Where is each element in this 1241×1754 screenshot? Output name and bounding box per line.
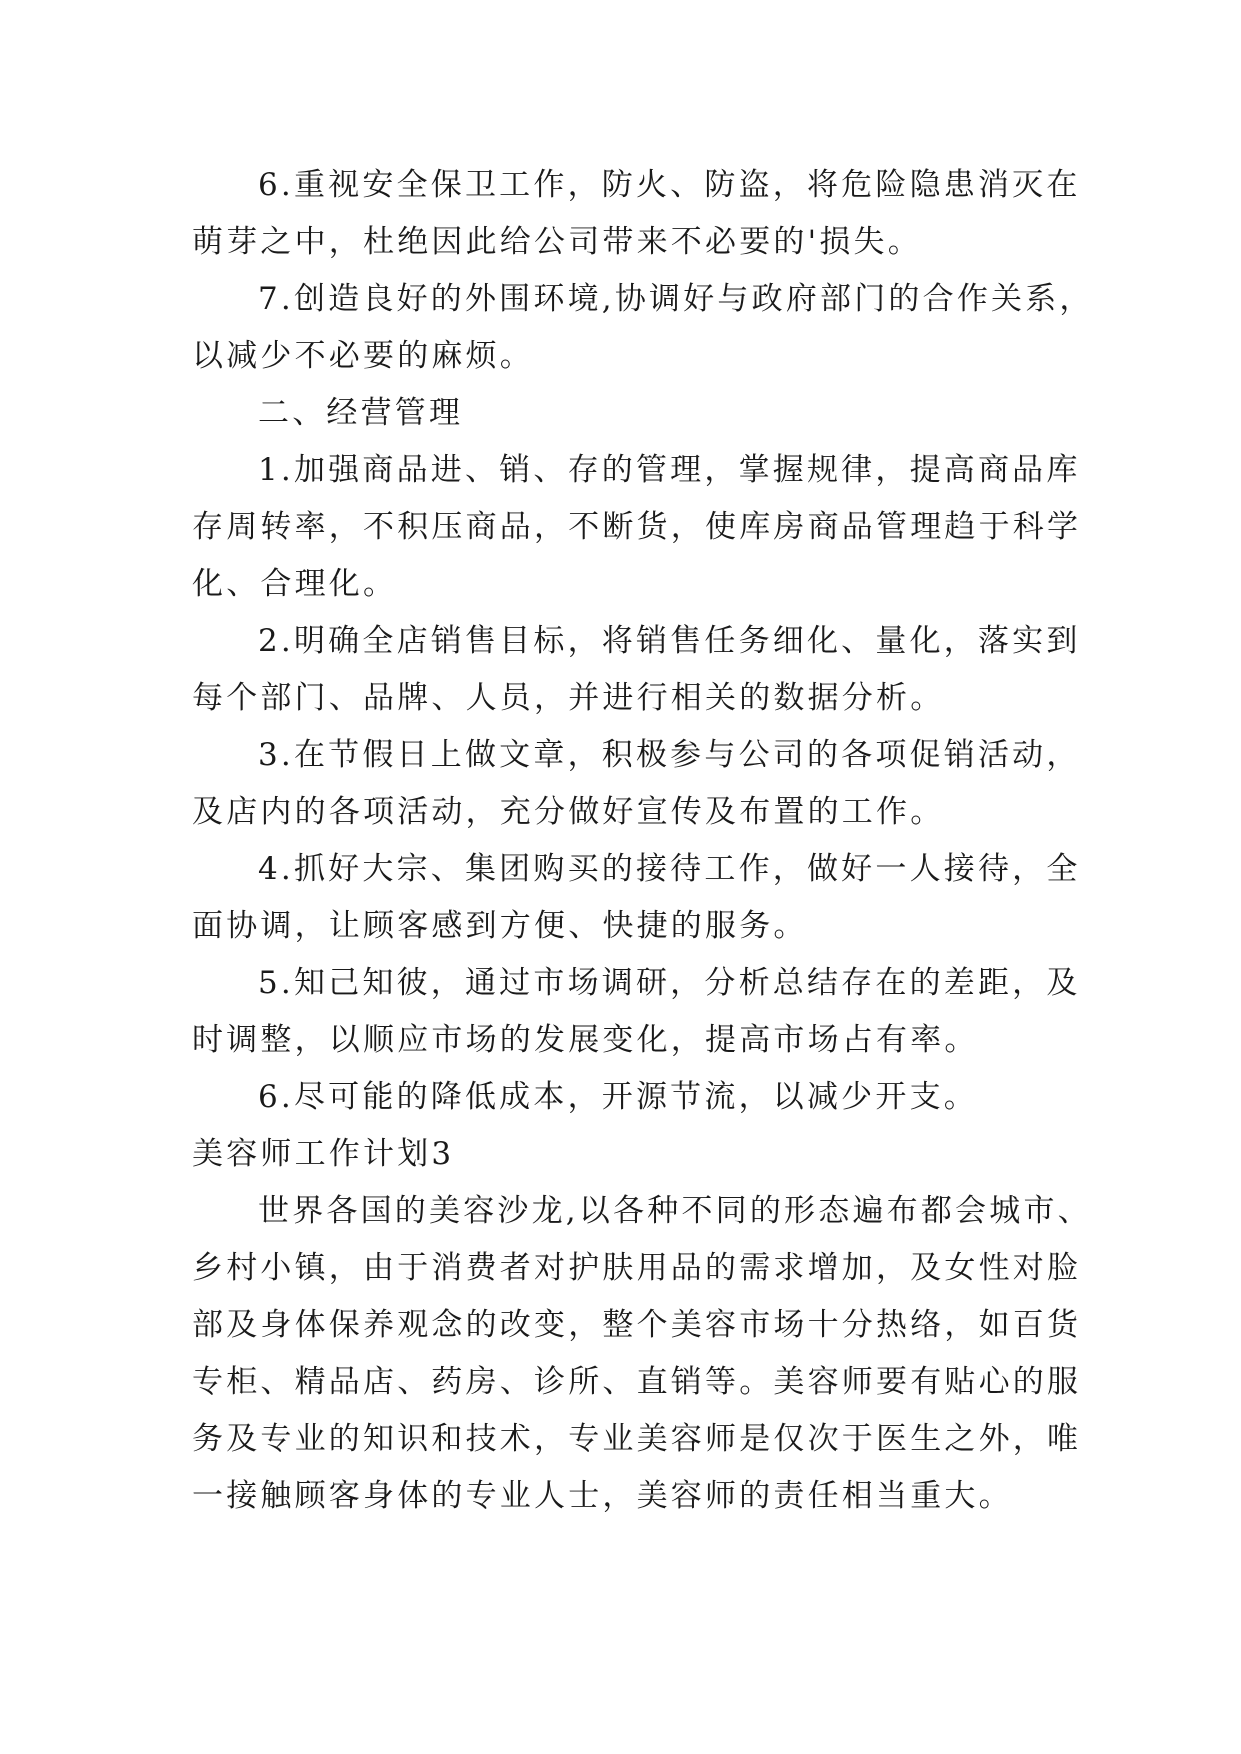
text-line: 6.重视安全保卫工作，防火、防盗，将危险隐患消灭在 (258, 167, 1081, 203)
text-line: 存周转率，不积压商品，不断货，使库房商品管理趋于科学 (192, 509, 1082, 545)
section-heading: 二、经营管理 (258, 395, 464, 431)
text-line: 乡村小镇，由于消费者对护肤用品的需求增加，及女性对脸 (192, 1250, 1082, 1286)
text-line: 一接触顾客身体的专业人士，美容师的责任相当重大。 (192, 1478, 1013, 1514)
text-line: 5.知己知彼，通过市场调研，分析总结存在的差距，及 (258, 965, 1081, 1001)
text-line: 萌芽之中，杜绝因此给公司带来不必要的'损失。 (192, 224, 922, 260)
text-line: 每个部门、品牌、人员，并进行相关的数据分析。 (192, 680, 945, 716)
text-line: 及店内的各项活动，充分做好宣传及布置的工作。 (192, 794, 945, 830)
text-line: 6.尽可能的降低成本，开源节流，以减少开支。 (258, 1079, 978, 1115)
text-line: 化、合理化。 (192, 566, 398, 602)
text-line: 7.创造良好的外围环境,协调好与政府部门的合作关系， (258, 281, 1094, 317)
text-line: 2.明确全店销售目标，将销售任务细化、量化，落实到 (258, 623, 1081, 659)
text-line: 面协调，让顾客感到方便、快捷的服务。 (192, 908, 808, 944)
text-line: 3.在节假日上做文章，积极参与公司的各项促销活动， (258, 737, 1081, 773)
text-line: 专柜、精品店、药房、诊所、直销等。美容师要有贴心的服 (192, 1364, 1082, 1400)
document-title: 美容师工作计划3 (192, 1136, 455, 1172)
text-line: 以减少不必要的麻烦。 (192, 338, 534, 374)
text-line: 务及专业的知识和技术，专业美容师是仅次于医生之外，唯 (192, 1421, 1082, 1457)
text-line: 4.抓好大宗、集团购买的接待工作，做好一人接待，全 (258, 851, 1081, 887)
text-line: 1.加强商品进、销、存的管理，掌握规律，提高商品库 (258, 452, 1081, 488)
text-line: 时调整，以顺应市场的发展变化，提高市场占有率。 (192, 1022, 979, 1058)
text-line: 部及身体保养观念的改变，整个美容市场十分热络，如百货 (192, 1307, 1082, 1343)
text-line: 世界各国的美容沙龙,以各种不同的形态遍布都会城市、 (258, 1193, 1092, 1229)
